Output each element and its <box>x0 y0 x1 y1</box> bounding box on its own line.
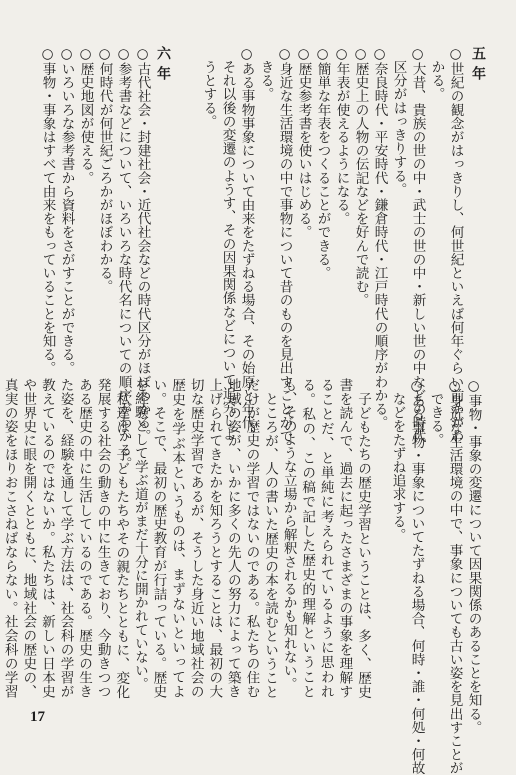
list-item: などをたずね追求する。 <box>389 392 406 542</box>
list-item: ○ある事物事象について由来をたずねる場合、その始原と年代、 <box>238 46 255 443</box>
list-item: ○古代社会・封建社会・近代社会などの時代区分がほぼわかる。 <box>134 46 151 443</box>
list-item: ○世紀の観念がはっきりし、何世紀といえば何年ぐらい前かがわ <box>447 46 464 443</box>
list-item: ○歴史地図が使える。 <box>77 46 94 185</box>
list-item: できる。 <box>427 392 444 447</box>
list-item: ○ある事物・事象についてたずねる場合、何時・誰・何処・何故 <box>408 378 425 775</box>
list-item: かる。 <box>428 60 445 101</box>
list-item: ○歴史上の人物の伝記などを好んで読む。 <box>352 46 369 307</box>
list-item: ○奈良時代・平安時代・鎌倉時代・江戸時代の順序がわかる。 <box>371 46 388 430</box>
list-item: ○年表が使えるようになる。 <box>333 46 350 226</box>
list-item: 区分がはっきりする。 <box>390 60 407 196</box>
list-item: ○歴史参考書を使いはじめる。 <box>295 46 312 239</box>
list-item: うとする。 <box>200 60 217 128</box>
essay-paragraph: ところが、人の書いた歴史の本を読むということだけが歴史の学習ではないのである。私たちの住む地域の姿が、いかに多くの先人の努力によって築き上げられてきたかを知ろうとすることは、最初の大切な歴史学習であるが、そうした身近い地域社会の歴史を学ぶ本というものは、まずないといってよい。そこで、最初の歴史教育が行詰っている。歴史を経験として学ぶ道がまだ十分に開かれていない。 <box>131 378 279 698</box>
list-item: ○簡単な年表をつくることができる。 <box>314 46 331 280</box>
grade6-heading: 六年 <box>155 46 171 86</box>
list-item: ○身近な生活環境の中で、事象についても古い姿を見出すことが <box>446 378 463 775</box>
grade5-heading: 五年 <box>470 46 486 86</box>
essay-paragraph: 子どもたちの歴史学習ということは、多く、歴史書を読んで、過去に起ったさまざまの事象を理解することだ、と単純に考えられているように思われる。私の、この稿で記した歴史的理解ということも、そのような立場から解釈されるかも知れない。 <box>280 378 371 698</box>
list-item: ○大昔、貴族の世の中・武士の世の中・新しい世の中などの時代 <box>409 46 426 443</box>
list-item: きる。 <box>257 60 274 101</box>
list-item: ○事物・事象の変遷について因果関係のあることを知る。 <box>465 378 482 734</box>
list-item: ○何時代が何世紀ごろかがほぼわかる。 <box>96 46 113 294</box>
list-item: ○事物・事象はすべて由来をもっていることを知る。 <box>39 46 56 375</box>
essay-body <box>1 378 372 698</box>
list-item: それ以後の変遷のようす、その因果関係などについて追究しよ <box>219 60 236 441</box>
essay-paragraph: 私達は、子どもたちやその親たちとともに、変化発展する社会の動きの中に生きており、今動きつつある歴史の中に生活しているのである。歴史の生きた姿を、経験を通して学ぶ方法は、社会科の学習が教えているのではないか。私たちは、新しい日本史や世界史に眼を開くとともに、地域社会の歴史の、真実の姿をほりおこさねばならない。社会科の学習 <box>1 378 130 698</box>
list-item: ○身近な生活環境の中で事物について昔のものを見出すことがで <box>276 46 293 443</box>
list-item: ○参考書などについて、いろいろな時代名についての順序がわかる。 <box>115 46 132 470</box>
list-item: ○いろいろな参考書から資料をさがすことができる。 <box>58 46 75 375</box>
page-number: 17 <box>30 709 45 725</box>
